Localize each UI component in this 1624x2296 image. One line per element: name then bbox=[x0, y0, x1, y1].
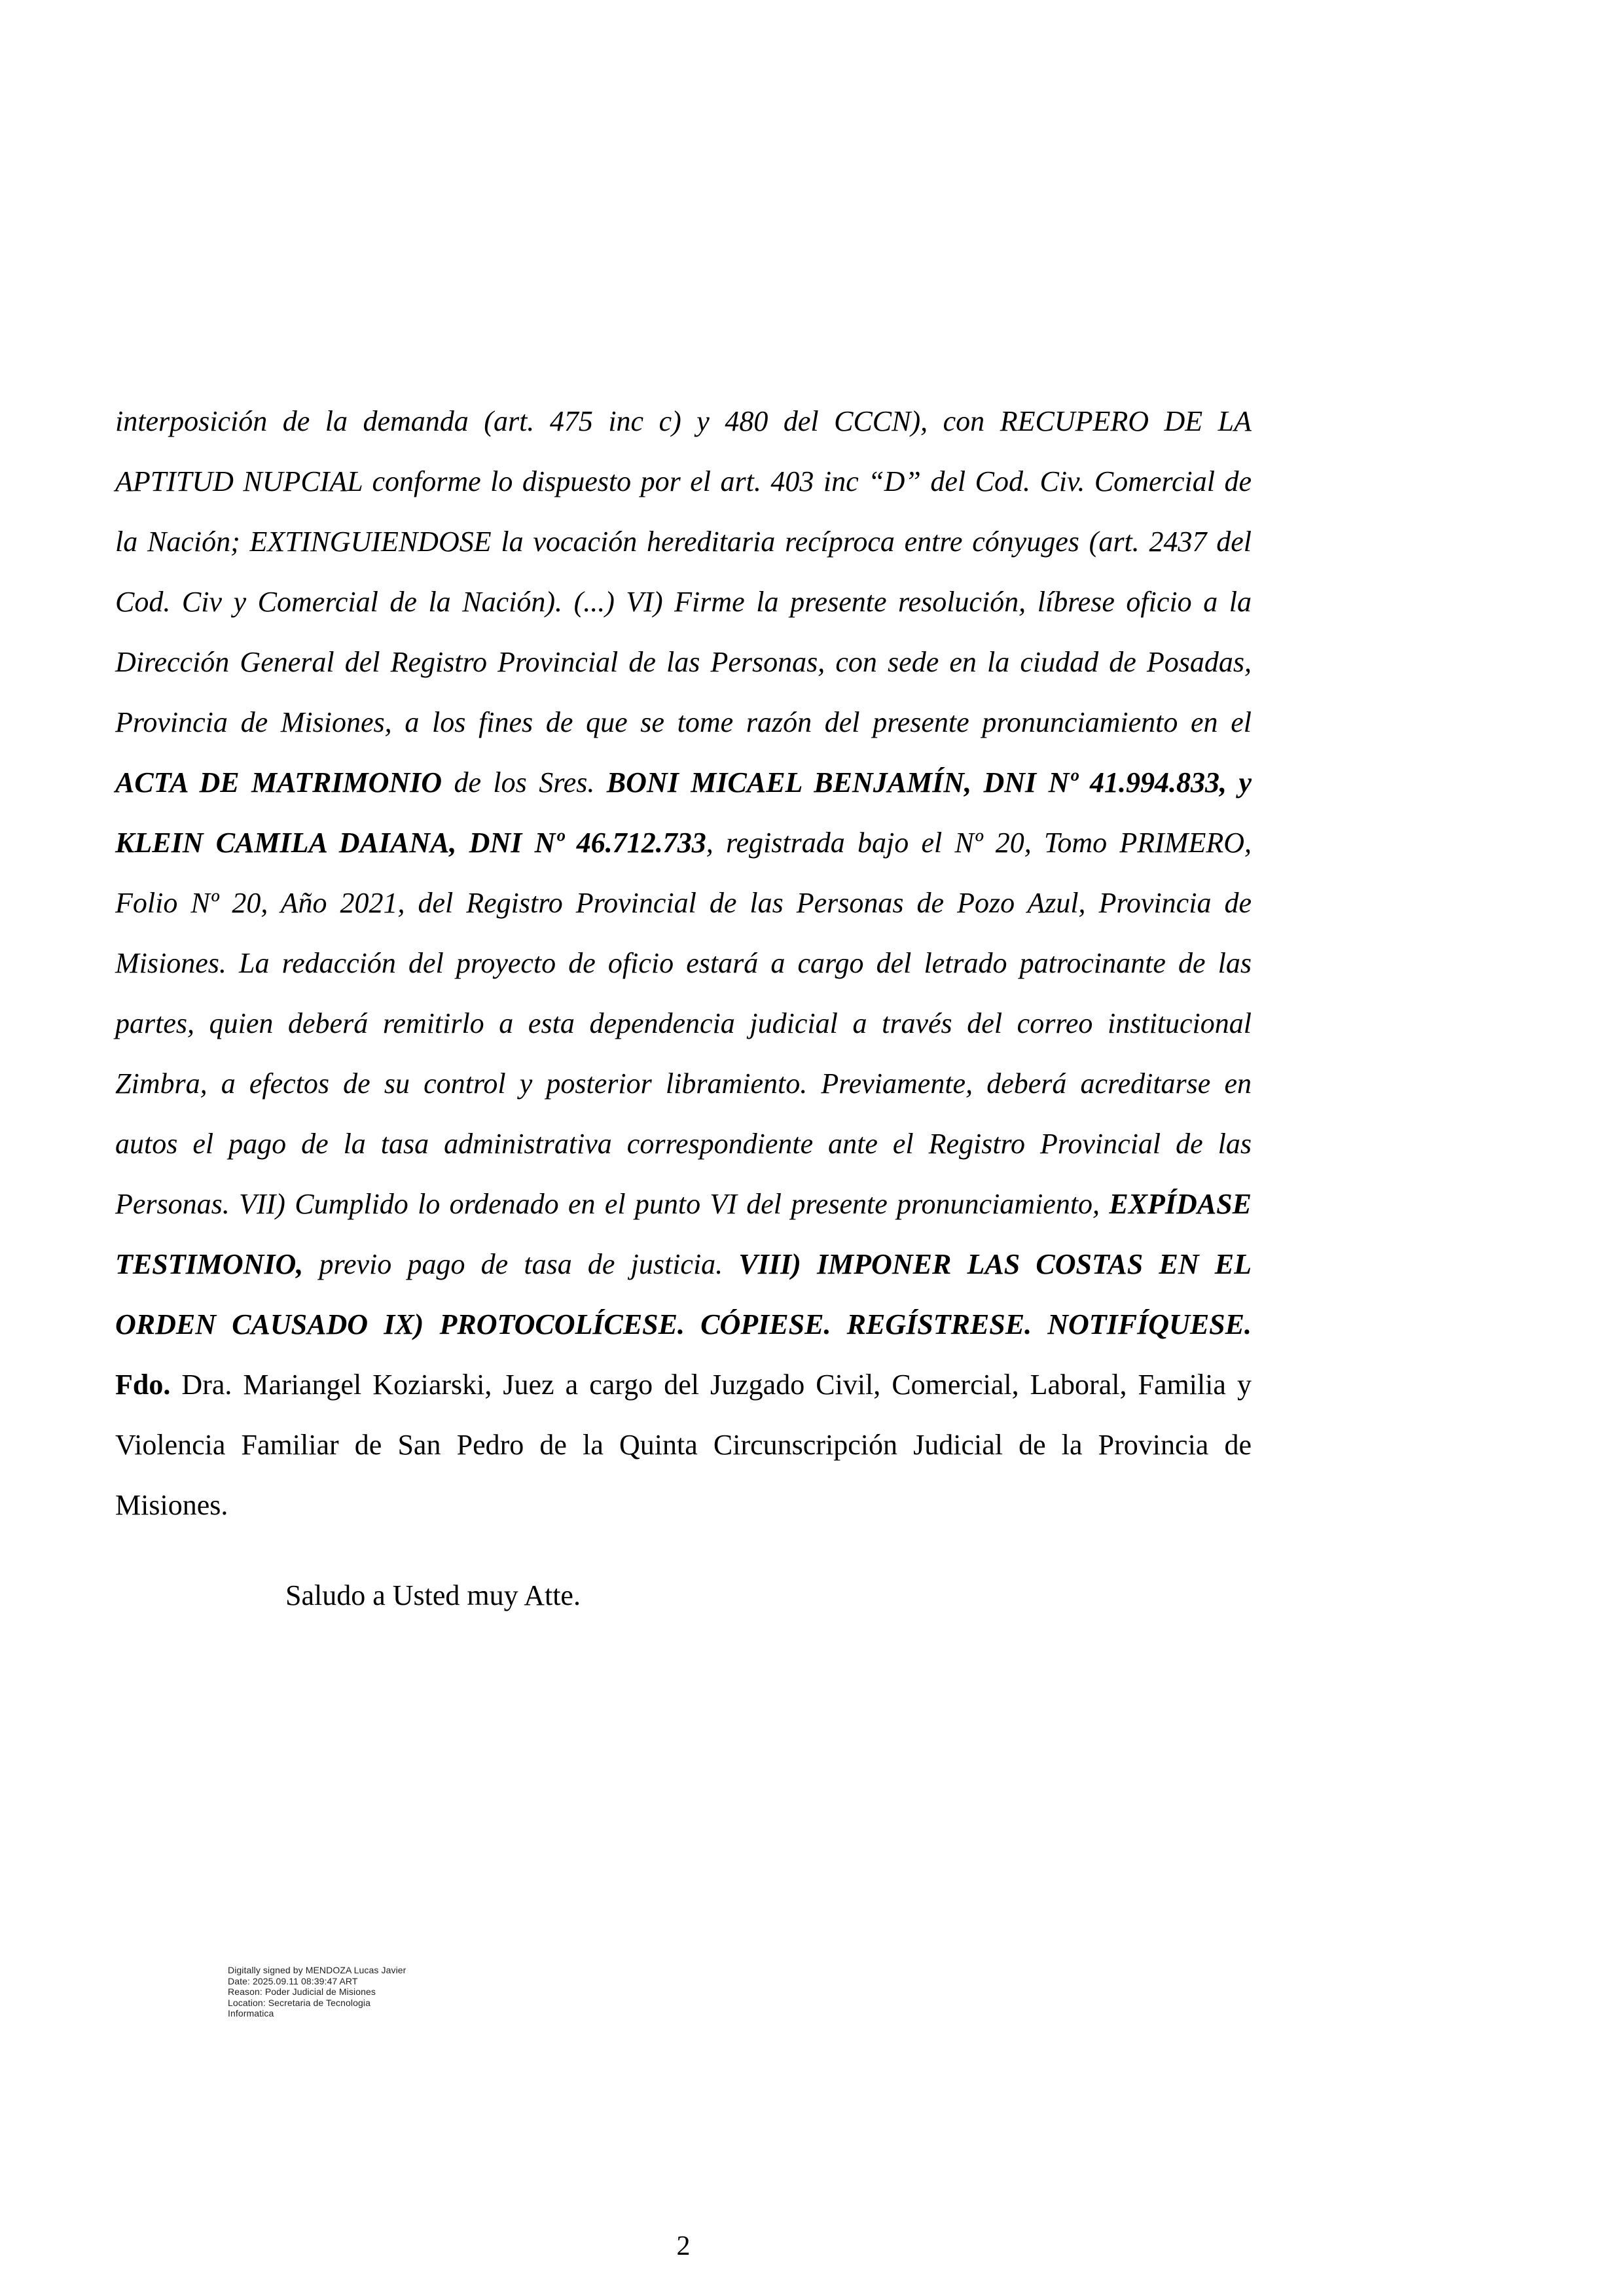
text-run: interposición de la demanda (art. 475 inc c) y 480 del CCCN), con RECUPERO DE LA APTITUD NUPCIAL conforme lo dispuesto por el art. 403 inc “D” del Cod. Civ. Comercial de la Nación; EXTINGUIENDOSE la vocación hereditaria recíproca entre cónyuges (art. 2437 del Cod. Civ y Comercial de la Nación). (...) VI) Firme la presente resolución, líbrese oficio a la Dirección General del Registro Provincial de las Personas, con sede en la ciudad de Posadas, Provincia de Misiones, a los fines de que se tome razón del presente pronunciamiento en el bbox=[115, 405, 1252, 738]
text-run: EXPÍDASE TESTIMONIO, bbox=[115, 1188, 1252, 1280]
signature-line-reason: Reason: Poder Judicial de Misiones bbox=[228, 1986, 376, 1997]
text-run: , registrada bajo el Nº 20, Tomo PRIMERO, Folio Nº 20, Año 2021, del Registro Provincial de las Personas de Pozo Azul, Provincia de Misiones. La redacción del proyecto de oficio estará a cargo del letrado patrocinante de las partes, quien deberá remitirlo a esta dependencia judicial a través del correo institucional Zimbra, a efectos de su control y posterior libramiento. Previamente, deberá acreditarse en autos el pago de la tasa administrativa correspondiente ante el Registro Provincial de las Personas. VII) Cumplido lo ordenado en el punto VI del presente pronunciamiento, bbox=[115, 827, 1252, 1220]
document-body bbox=[115, 391, 1252, 1626]
closing-line: Saludo a Usted muy Atte. bbox=[285, 1579, 581, 1611]
text-run: previo pago de tasa de justicia. bbox=[303, 1248, 739, 1280]
text-run: ACTA DE MATRIMONIO bbox=[115, 766, 442, 798]
signature-line-location: Location: Secretaria de Tecnologia bbox=[228, 1997, 370, 2008]
signature-line-location-cont: Informatica bbox=[228, 2008, 274, 2018]
text-run: de los Sres. bbox=[442, 766, 607, 798]
text-run: Fdo. bbox=[115, 1369, 171, 1401]
digital-signature-block bbox=[228, 1965, 406, 2019]
text-run: Dra. Mariangel Koziarski, Juez a cargo del Juzgado Civil, Comercial, Laboral, Familia y Violencia Familiar de San Pedro de la Quinta Circunscripción Judicial de la Provincia de Misiones. bbox=[115, 1369, 1252, 1521]
signature-line-date: Date: 2025.09.11 08:39:47 ART bbox=[228, 1975, 358, 1986]
text-run: BONI MICAEL BENJAMÍN, DNI Nº 41.994.833, y KLEIN CAMILA DAIANA, DNI Nº 46.712.733 bbox=[115, 766, 1252, 859]
signature-line-signer: Digitally signed by MENDOZA Lucas Javier bbox=[228, 1965, 406, 1975]
page-number-text: 2 bbox=[676, 2231, 691, 2261]
text-run: VIII) IMPONER LAS COSTAS EN EL ORDEN CAUSADO IX) PROTOCOLÍCESE. CÓPIESE. REGÍSTRESE. NOTIFÍQUESE. bbox=[115, 1248, 1252, 1340]
page-number bbox=[115, 2231, 1252, 2262]
body-paragraph bbox=[115, 391, 1252, 1535]
